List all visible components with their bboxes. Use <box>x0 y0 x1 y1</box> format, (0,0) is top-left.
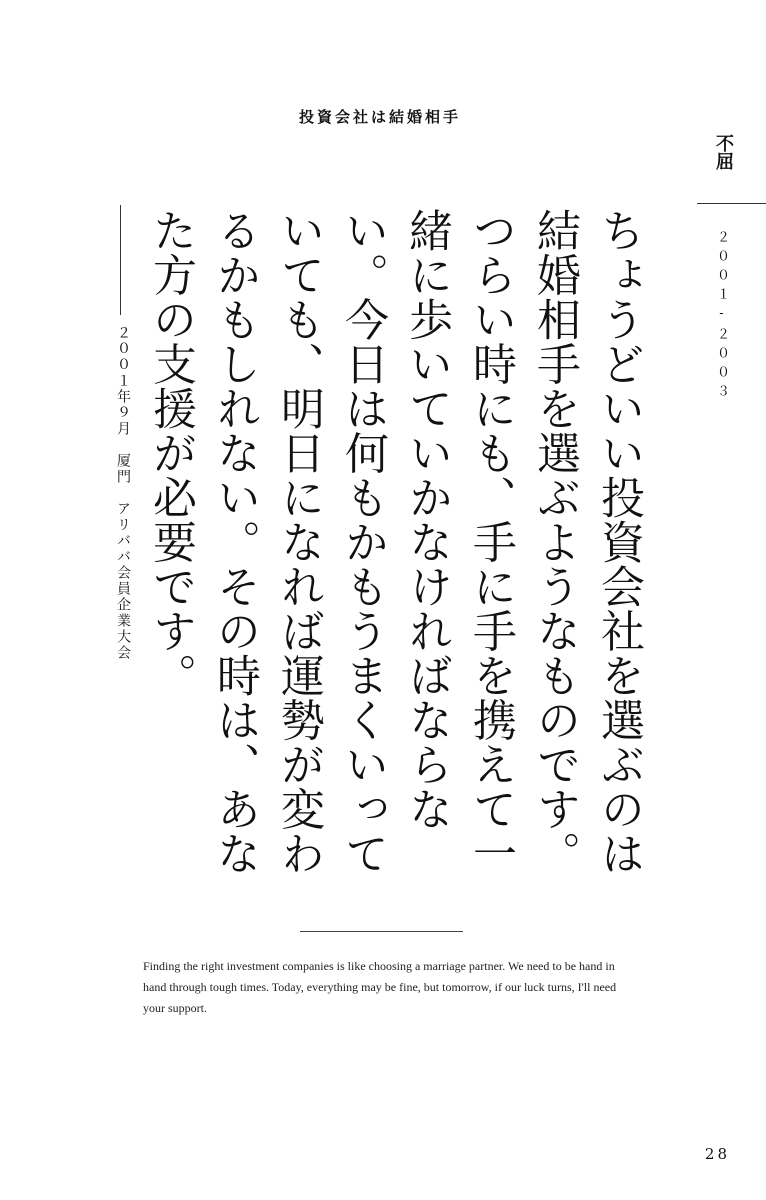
chapter-divider <box>697 203 766 204</box>
chapter-label: 不屈 <box>713 134 734 170</box>
page-number: 28 <box>704 1145 730 1163</box>
translation-divider <box>300 931 463 932</box>
chapter-years: ２００１-２００３ <box>714 230 729 403</box>
running-header-title: 投資会社は結婚相手 <box>298 108 461 126</box>
source-rule <box>120 205 121 315</box>
main-quote: ちょうどいい投資会社を選ぶのは結婚相手を選ぶようなものです。つらい時にも、手に手を携えて一緒に歩いていかなければならない。今日は何もかもうまくいっていても、明日になれば運勢が変わるかもしれない。その時は、あなた方の支援が必要です。 <box>145 208 644 876</box>
english-translation: Finding the right investment companies is like choosing a marriage partner. We need to be hand in hand through tough times. Today, everything may be fine, but tomorrow, if our luck turns, I'll need your support. <box>143 959 617 1015</box>
quote-source: ２００１年９月 厦門 アリババ会員企業大会 <box>115 325 131 661</box>
